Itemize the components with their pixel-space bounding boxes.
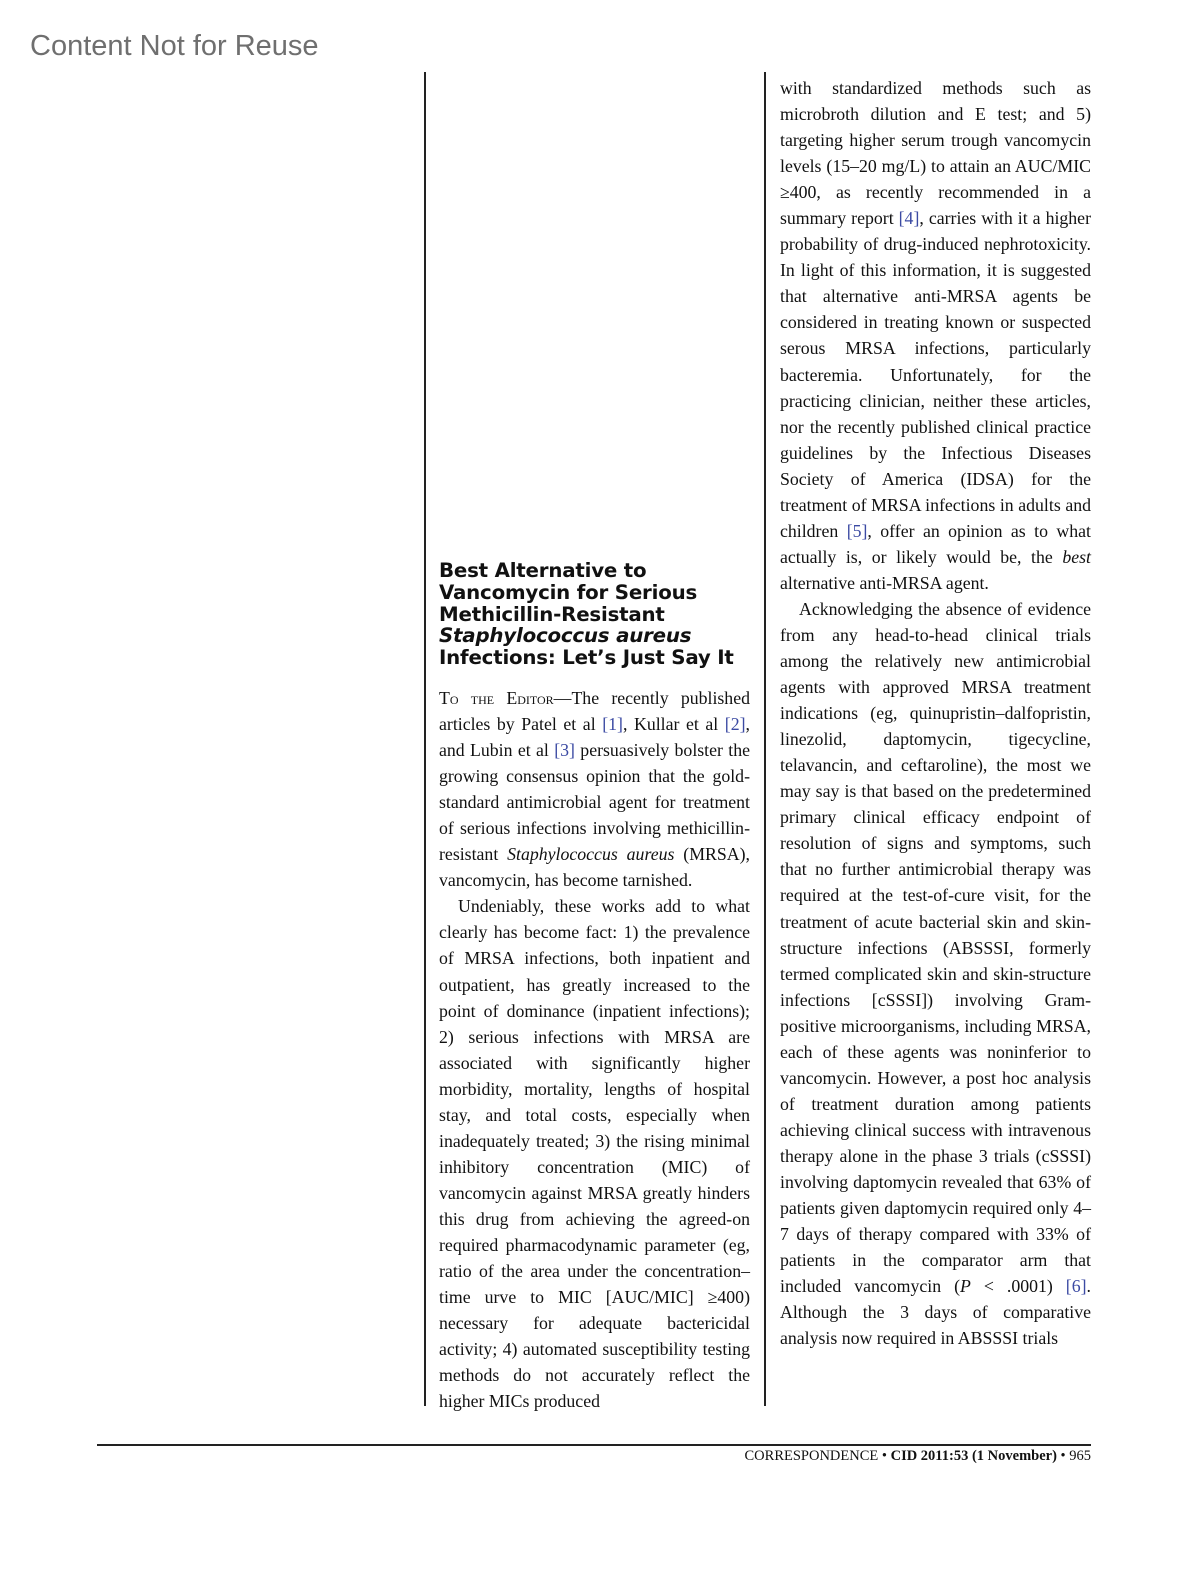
title-line: Methicillin-Resistant: [439, 602, 665, 626]
paragraph-continued: [780, 75, 1091, 596]
title-line: Best Alternative to: [439, 559, 647, 582]
text: , carries with it a higher probability of drug-induced nephrotoxicity. In light of this information, it is suggested that alternative anti-MRSA agents be considered in treating known or suspected serous MRSA infections, particularly bacteremia. Unfortunately, for the practicing clinician, neither these articles, nor the recently published clinical practice guidelines by the Infectious Diseases Society of America (IDSA) for the treatment of MRSA infections in adults and children: [780, 208, 1091, 541]
italic-text: best: [1062, 546, 1091, 567]
paragraph-intro: [439, 685, 750, 893]
text: . Although the 3 days of comparative analysis now required in ABSSSI trials: [780, 1276, 1091, 1349]
page-number: 965: [1069, 1448, 1091, 1464]
column-rule-left: [424, 72, 426, 1406]
title-line: Infections: Let’s Just Say It: [439, 646, 734, 670]
text: (MRSA), vancomycin, has become tarnished.: [439, 844, 750, 891]
watermark: Content Not for Reuse: [30, 30, 319, 62]
title-line-organism: Staphylococcus aureus: [439, 624, 692, 648]
text: —The recently published articles by Patel et al: [439, 687, 750, 735]
right-column: [780, 75, 1091, 1351]
text: alternative anti-MRSA agent.: [780, 572, 989, 593]
text: < .0001): [970, 1276, 1066, 1297]
citation-link[interactable]: [5]: [846, 520, 868, 541]
salutation: To the Editor: [439, 687, 554, 708]
citation-link[interactable]: [4]: [898, 208, 920, 229]
bullet-separator: •: [881, 1448, 887, 1464]
paragraph-facts: Undeniably, these works add to what clearly has become fact: 1) the prevalence of MRSA infections, both inpatient and outpatient, has greatly increased to the point of dominance (inpatient infections); 2) serious infections with MRSA are associated with significantly higher morbidity, mortality, lengths of hospital stay, and total costs, especially when inadequately treated; 3) the rising minimal inhibitory concentration (MIC) of vancomycin against MRSA greatly hinders this drug from achieving the agreed-on required pharmacodynamic parameter (eg, ratio of the area under the concentration–time urve to MIC [AUC/MIC] ≥400) necessary for adequate bactericidal activity; 4) automated susceptibility testing methods do not accurately reflect the higher MICs produced: [439, 896, 750, 1412]
footer-journal: CID 2011:53 (1 November): [890, 1448, 1057, 1464]
citation-link[interactable]: [1]: [602, 714, 623, 735]
italic-text: Staphylococcus aureus: [507, 844, 675, 865]
text: , offer an opinion as to what actually is, or likely would be, the: [780, 520, 1091, 567]
italic-text: P: [960, 1276, 971, 1297]
citation-link[interactable]: [3]: [554, 740, 575, 761]
title-line: Vancomycin for Serious: [439, 580, 698, 604]
left-column: [439, 560, 750, 1414]
text: , Kullar et al: [622, 714, 725, 735]
paragraph-evidence: [780, 596, 1091, 1351]
footer-rule: [97, 1444, 1091, 1446]
text: Acknowledging the absence of evidence from any head-to-head clinical trials among the relatively new antimicrobial agents with approved MRSA treatment indications (eg, quinupristin–dalfopristin, linezolid, daptomycin, tigecycline, telavancin, and ceftaroline), the most we may say is that based on the predetermined primary clinical efficacy endpoint of resolution of signs and symptoms, such that no further antimicrobial therapy was required at the test-of-cure visit, for the treatment of acute bacterial skin and skin-structure infections (ABSSSI, formerly termed complicated skin and skin-structure infections [cSSSI]) involving Gram-positive microorganisms, including MRSA, each of these agents was noninferior to vancomycin. However, a post hoc analysis of treatment duration among patients achieving clinical success with intravenous therapy alone in the phase 3 trials (cSSSI) involving daptomycin revealed that 63% of patients given daptomycin required only 4–7 days of therapy compared with 33% of patients in the comparator arm that included vancomycin (: [780, 598, 1091, 1297]
text: , and Lubin et al: [439, 714, 750, 761]
footer-section: CORRESPONDENCE: [744, 1448, 879, 1464]
text: persuasively bolster the growing consensus opinion that the gold-standard antimicrobial agent for treatment of serious infections involving methicillin-resistant: [439, 740, 750, 865]
text: with standardized methods such as microbroth dilution and E test; and 5) targeting higher serum trough vancomycin levels (15–20 mg/L) to attain an AUC/MIC ≥400, as recently recommended in a summary report: [780, 78, 1091, 229]
page-footer: [745, 1448, 1091, 1465]
bullet-separator: •: [1060, 1448, 1066, 1464]
column-rule-middle: [764, 72, 766, 1406]
citation-link[interactable]: [2]: [724, 714, 746, 735]
citation-link[interactable]: [6]: [1065, 1276, 1087, 1297]
article-title: [439, 560, 750, 669]
